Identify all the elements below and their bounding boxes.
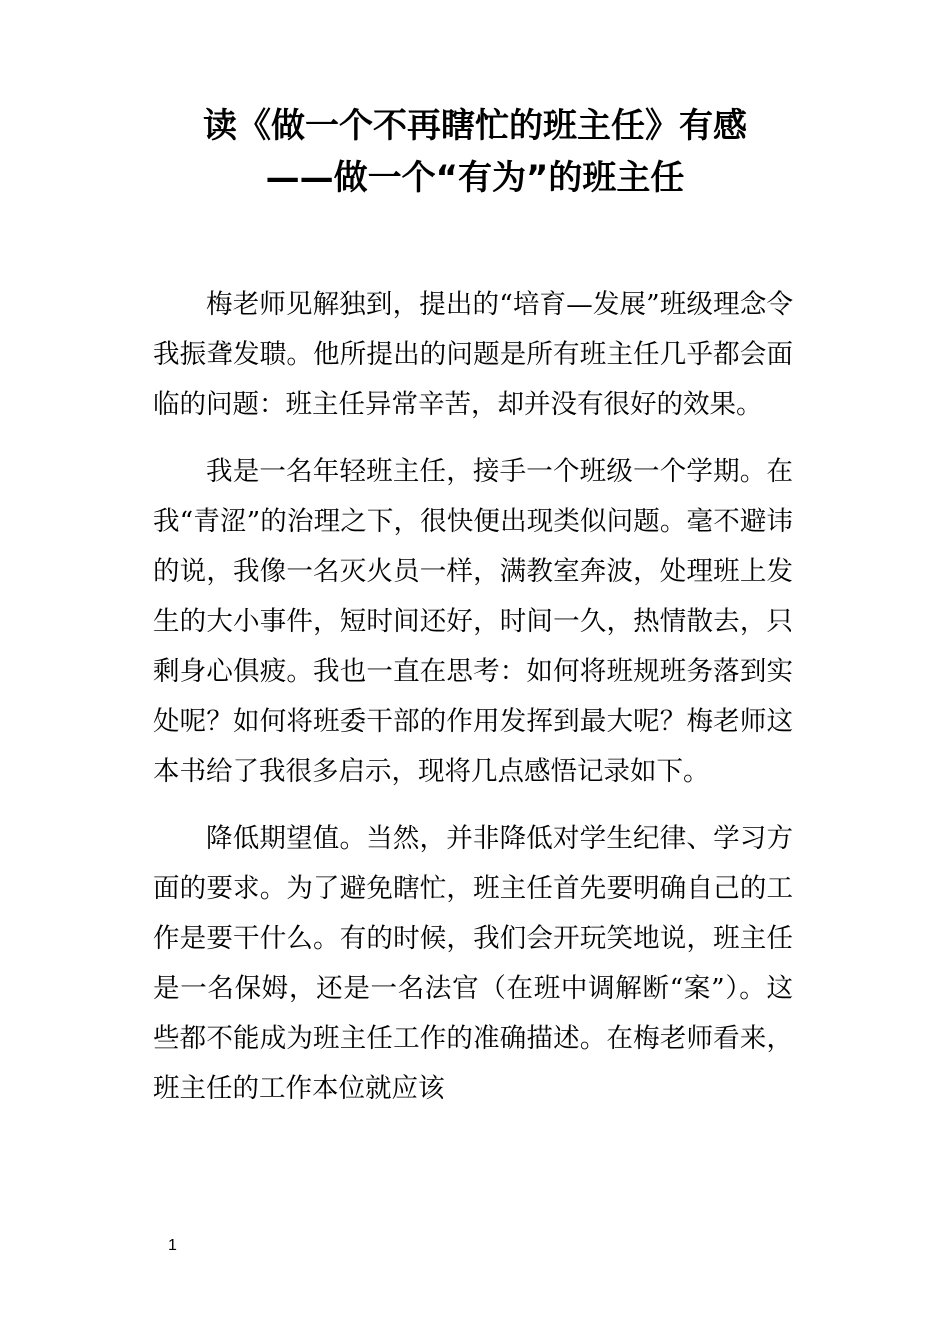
paragraph: 降低期望值。当然，并非降低对学生纪律、学习方面的要求。为了避免瞎忙，班主任首先要明确自己的工作是要干什么。有的时候，我们会开玩笑地说，班主任是一名保姆，还是一名法官（在班中调解断“案”）。这些都不能成为班主任工作的准确描述。在梅老师看来，班主任的工作本位就应该 xyxy=(153,823,793,1104)
paragraph: 我是一名年轻班主任，接手一个班级一个学期。在我“青涩”的治理之下，很快便出现类似问题。毫不避讳的说，我像一名灭火员一样，满教室奔波，处理班上发生的大小事件，短时间还好，时间一久，热情散去，只剩身心俱疲。我也一直在思考：如何将班规班务落到实处呢？如何将班委干部的作用发挥到最大呢？梅老师这本书给了我很多启示，现将几点感悟记录如下。 xyxy=(153,456,793,787)
document-body xyxy=(153,280,793,1131)
page-number: 1 xyxy=(168,1237,177,1254)
title-line-1: 读《做一个不再瞎忙的班主任》有感 xyxy=(203,106,747,146)
document-title xyxy=(0,100,950,204)
paragraph: 梅老师见解独到，提出的“培育—发展”班级理念令我振聋发聩。他所提出的问题是所有班主任几乎都会面临的问题：班主任异常辛苦，却并没有很好的效果。 xyxy=(153,289,793,420)
title-line-2: ——做一个“有为”的班主任 xyxy=(265,158,685,198)
